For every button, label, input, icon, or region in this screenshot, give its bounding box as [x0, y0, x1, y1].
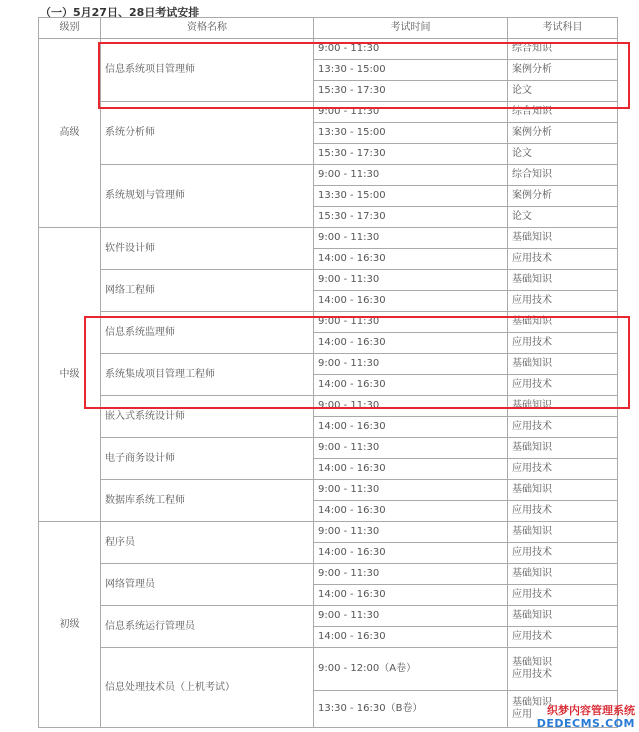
exam-subject: 应用技术: [508, 501, 618, 522]
table-row: [39, 438, 618, 459]
exam-subject: 基础知识: [508, 564, 618, 585]
table-row: [39, 354, 618, 375]
qualification-name: 嵌入式系统设计师: [101, 396, 314, 438]
qualification-name: 信息系统项目管理师: [101, 39, 314, 102]
header-level: 级别: [39, 18, 101, 39]
exam-subject: 综合知识: [508, 102, 618, 123]
exam-time: 9:00 - 11:30: [314, 39, 508, 60]
exam-subject: 应用技术: [508, 543, 618, 564]
exam-subject: 基础知识: [508, 606, 618, 627]
exam-subject: 综合知识: [508, 165, 618, 186]
table-header-row: [39, 18, 618, 39]
table-row: [39, 165, 618, 186]
schedule-heading: （一）5月27日、28日考试安排: [40, 6, 200, 19]
qualification-name: 网络工程师: [101, 270, 314, 312]
watermark-cn: 织梦内容管理系统: [547, 704, 635, 717]
exam-time: 15:30 - 17:30: [314, 81, 508, 102]
exam-time: 9:00 - 11:30: [314, 165, 508, 186]
exam-subject: 基础知识: [508, 270, 618, 291]
exam-time: 9:00 - 11:30: [314, 270, 508, 291]
exam-time: 9:00 - 11:30: [314, 522, 508, 543]
exam-time: 9:00 - 11:30: [314, 606, 508, 627]
exam-subject: 应用技术: [508, 627, 618, 648]
exam-subject: 论文: [508, 81, 618, 102]
exam-time: 13:30 - 16:30（B卷）: [314, 691, 508, 728]
level-cell: 高级: [39, 39, 101, 228]
exam-time: 14:00 - 16:30: [314, 627, 508, 648]
exam-time: 14:00 - 16:30: [314, 417, 508, 438]
table-row: [39, 396, 618, 417]
exam-subject: 论文: [508, 144, 618, 165]
exam-subject-line: 基础知识: [512, 657, 552, 668]
exam-time: 14:00 - 16:30: [314, 291, 508, 312]
exam-subject-line: 基础知识: [512, 697, 552, 708]
exam-time: 9:00 - 11:30: [314, 228, 508, 249]
table-row: [39, 39, 618, 60]
exam-subject: 应用技术: [508, 291, 618, 312]
exam-subject: 基础知识: [508, 354, 618, 375]
exam-time: 13:30 - 15:00: [314, 123, 508, 144]
exam-time: 14:00 - 16:30: [314, 585, 508, 606]
qualification-name: 信息系统运行管理员: [101, 606, 314, 648]
exam-subject: 基础知识: [508, 228, 618, 249]
exam-subject: 应用技术: [508, 249, 618, 270]
exam-subject: 论文: [508, 207, 618, 228]
exam-subject: 综合知识: [508, 39, 618, 60]
exam-time: 14:00 - 16:30: [314, 543, 508, 564]
qualification-name: 程序员: [101, 522, 314, 564]
exam-time: 15:30 - 17:30: [314, 144, 508, 165]
exam-time: 9:00 - 11:30: [314, 438, 508, 459]
qualification-name: 系统集成项目管理工程师: [101, 354, 314, 396]
table-row: [39, 522, 618, 543]
table-row: [39, 564, 618, 585]
exam-time: 9:00 - 11:30: [314, 564, 508, 585]
qualification-name: 信息处理技术员（上机考试）: [101, 648, 314, 728]
watermark-en: DEDECMS.COM: [536, 717, 635, 730]
exam-subject: [508, 648, 618, 691]
exam-subject-line: 应用技术: [512, 669, 552, 680]
exam-subject: 应用技术: [508, 459, 618, 480]
table-row: [39, 480, 618, 501]
level-cell: 中级: [39, 228, 101, 522]
table-row: [39, 606, 618, 627]
qualification-name: 数据库系统工程师: [101, 480, 314, 522]
exam-subject: 应用技术: [508, 333, 618, 354]
qualification-name: 系统规划与管理师: [101, 165, 314, 228]
table-row: [39, 102, 618, 123]
exam-time: 14:00 - 16:30: [314, 501, 508, 522]
exam-time: 9:00 - 11:30: [314, 480, 508, 501]
watermark: [537, 704, 635, 730]
exam-schedule-table: [38, 17, 618, 728]
exam-subject: 案例分析: [508, 186, 618, 207]
exam-time: 9:00 - 11:30: [314, 312, 508, 333]
exam-time: 9:00 - 11:30: [314, 102, 508, 123]
exam-time: 9:00 - 12:00（A卷）: [314, 648, 508, 691]
exam-time: 13:30 - 15:00: [314, 186, 508, 207]
table-row: [39, 228, 618, 249]
exam-subject: 基础知识: [508, 438, 618, 459]
exam-time: 14:00 - 16:30: [314, 375, 508, 396]
exam-time: 14:00 - 16:30: [314, 249, 508, 270]
exam-subject: 案例分析: [508, 123, 618, 144]
header-qualification: 资格名称: [101, 18, 314, 39]
qualification-name: 网络管理员: [101, 564, 314, 606]
exam-subject: 应用技术: [508, 417, 618, 438]
exam-time: 9:00 - 11:30: [314, 354, 508, 375]
exam-subject: 基础知识: [508, 480, 618, 501]
header-exam-time: 考试时间: [314, 18, 508, 39]
exam-subject: 案例分析: [508, 60, 618, 81]
qualification-name: 软件设计师: [101, 228, 314, 270]
exam-subject: 基础知识: [508, 522, 618, 543]
exam-time: 14:00 - 16:30: [314, 459, 508, 480]
exam-time: 9:00 - 11:30: [314, 396, 508, 417]
level-cell: 初级: [39, 522, 101, 728]
exam-time: 14:00 - 16:30: [314, 333, 508, 354]
qualification-name: 系统分析师: [101, 102, 314, 165]
exam-subject: 基础知识: [508, 396, 618, 417]
qualification-name: 信息系统监理师: [101, 312, 314, 354]
exam-subject: 应用技术: [508, 375, 618, 396]
table-row: [39, 648, 618, 691]
exam-time: 13:30 - 15:00: [314, 60, 508, 81]
exam-subject: 应用技术: [508, 585, 618, 606]
exam-time: 15:30 - 17:30: [314, 207, 508, 228]
table-row: [39, 270, 618, 291]
exam-subject: 基础知识: [508, 312, 618, 333]
table-row: [39, 312, 618, 333]
exam-subject-line: 应用: [512, 709, 532, 720]
header-exam-subject: 考试科目: [508, 18, 618, 39]
qualification-name: 电子商务设计师: [101, 438, 314, 480]
